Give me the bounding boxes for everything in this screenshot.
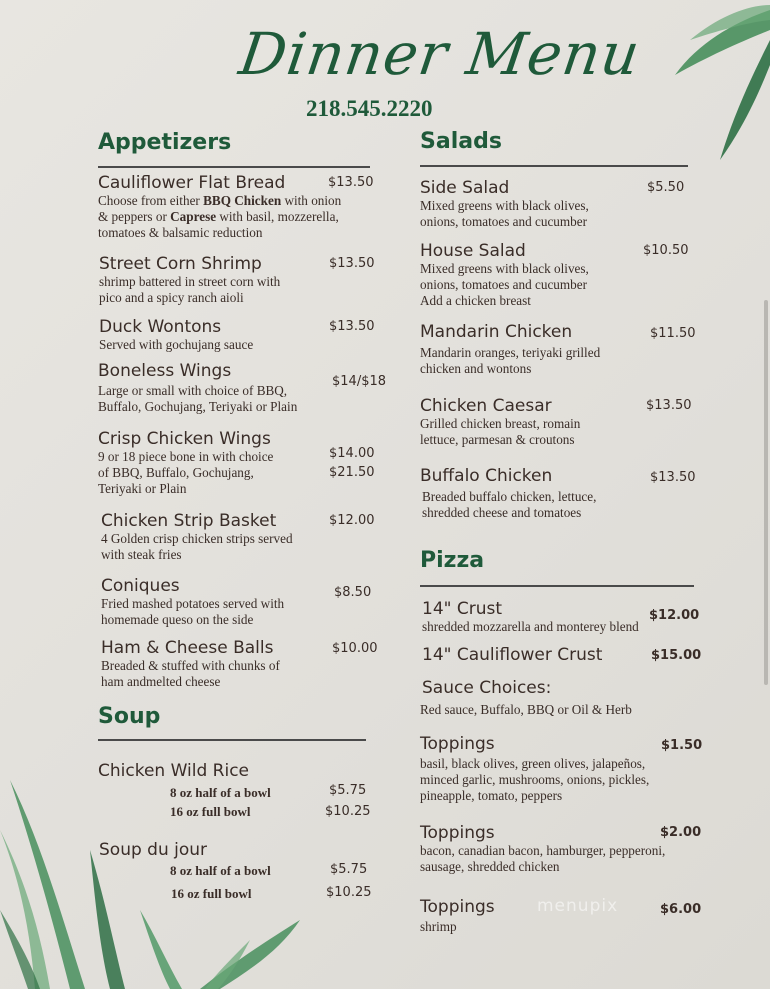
item-price: $13.50 (650, 470, 696, 485)
menu-item (420, 466, 596, 521)
soup-size-full: 16 oz full bowl (170, 804, 251, 819)
scrollbar[interactable] (764, 300, 768, 685)
item-name: Toppings (420, 734, 495, 754)
item-name: 14" Cauliflower Crust (422, 645, 603, 665)
item-name: 14" Crust (422, 599, 503, 619)
leaf-decoration-bottom-left-icon (0, 770, 330, 989)
item-description: shrimp (420, 919, 457, 934)
section-title-pizza: Pizza (420, 548, 485, 573)
soup-price-half: $5.75 (330, 862, 368, 877)
phone-number: 218.545.2220 (306, 96, 433, 121)
item-price: $8.50 (334, 585, 372, 600)
appetizers-divider (98, 166, 370, 168)
item-price: $14/$18 (332, 374, 387, 389)
item-description: 9 or 18 piece bone in with choice of BBQ, Buffalo, Gochujang, Teriyaki or Plain (98, 449, 274, 496)
menu-item (420, 178, 589, 230)
section-title-appetizers: Appetizers (98, 130, 232, 155)
soup-price-full: $10.25 (325, 804, 371, 819)
leaf-decoration-top-right-icon (660, 0, 770, 170)
item-name: Toppings (420, 897, 495, 917)
item-description: Breaded & stuffed with chunks of ham andmelted cheese (101, 658, 280, 689)
soup-size-half: 8 oz half of a bowl (170, 863, 271, 878)
item-name: Boneless Wings (98, 361, 232, 381)
item-price: $13.50 (328, 175, 374, 190)
item-price: $6.00 (660, 902, 702, 917)
menu-item (422, 599, 639, 635)
menu-item (422, 645, 602, 665)
soup-price-full: $10.25 (326, 885, 372, 900)
item-description: 4 Golden crisp chicken strips served with steak fries (101, 531, 293, 562)
soup-size-full: 16 oz full bowl (171, 886, 252, 901)
menu-item (420, 396, 580, 448)
item-description: Fried mashed potatoes served with homemade queso on the side (101, 596, 285, 627)
item-description: Large or small with choice of BBQ, Buffalo, Gochujang, Teriyaki or Plain (98, 383, 298, 414)
item-price: $12.00 (329, 513, 375, 528)
soup-name: Chicken Wild Rice (98, 761, 250, 781)
item-name: Toppings (420, 823, 495, 843)
item-name: Side Salad (420, 178, 510, 198)
item-description: Mandarin oranges, teriyaki grilled chicken and wontons (420, 345, 601, 376)
item-price: $10.00 (332, 641, 378, 656)
item-name: Ham & Cheese Balls (101, 638, 274, 658)
pizza-divider (420, 585, 694, 587)
menu-item (101, 638, 280, 690)
item-price: $13.50 (329, 256, 375, 271)
item-description: Mixed greens with black olives, onions, tomatoes and cucumber Add a chicken breast (420, 261, 589, 308)
item-price: $13.50 (646, 398, 692, 413)
item-description: bacon, canadian bacon, hamburger, pepperoni, sausage, shredded chicken (420, 843, 666, 874)
item-name: Buffalo Chicken (420, 466, 553, 486)
item-description: Choose from either BBQ Chicken with onion & peppers or Caprese with basil, mozzerella, tomatoes & balsamic reduction (98, 193, 342, 240)
item-description: shredded mozzarella and monterey blend (422, 619, 639, 634)
item-price: $10.50 (643, 243, 689, 258)
item-price: $2.00 (660, 825, 702, 840)
menu-item (420, 322, 600, 377)
item-name: Cauliflower Flat Bread (98, 173, 286, 193)
menu-item (99, 254, 280, 306)
item-description: Red sauce, Buffalo, BBQ or Oil & Herb (420, 702, 632, 717)
item-name: Chicken Caesar (420, 396, 552, 416)
item-price-alt: $21.50 (329, 465, 375, 480)
item-name: Crisp Chicken Wings (98, 429, 271, 449)
soup-price-half: $5.75 (329, 783, 367, 798)
section-title-soup: Soup (98, 704, 161, 729)
item-name: House Salad (420, 241, 526, 261)
item-name: Street Corn Shrimp (99, 254, 262, 274)
menu-item (420, 823, 665, 875)
menu-item (420, 734, 649, 804)
item-name: Coniques (101, 576, 180, 596)
menu-item (420, 897, 495, 935)
item-description: basil, black olives, green olives, jalapeños, minced garlic, mushrooms, onions, pickles, pineapple, tomato, peppers (420, 756, 650, 803)
salads-divider (420, 165, 688, 167)
menu-item (98, 429, 273, 497)
menu-title: Dinner Menu (235, 20, 645, 88)
watermark-logo: menupix (537, 896, 619, 916)
item-name: Chicken Strip Basket (101, 511, 277, 531)
item-price: $1.50 (661, 738, 703, 753)
item-price: $12.00 (649, 608, 700, 623)
soup-divider (98, 739, 366, 741)
item-description: shrimp battered in street corn with pico and a spicy ranch aioli (99, 274, 281, 305)
item-name: Duck Wontons (99, 317, 222, 337)
item-description: Mixed greens with black olives, onions, tomatoes and cucumber (420, 198, 589, 229)
soup-name: Soup du jour (99, 840, 208, 860)
item-price: $5.50 (647, 180, 685, 195)
item-description: Grilled chicken breast, romain lettuce, parmesan & croutons (420, 416, 581, 447)
item-description: Served with gochujang sauce (99, 337, 254, 352)
item-description: Breaded buffalo chicken, lettuce, shredded cheese and tomatoes (422, 489, 597, 520)
item-name: Sauce Choices: (422, 678, 552, 698)
item-price: $14.00 (329, 446, 375, 461)
menu-item (98, 361, 297, 415)
menu-item (99, 317, 253, 353)
item-price: $11.50 (650, 326, 696, 341)
item-name: Mandarin Chicken (420, 322, 573, 342)
soup-size-half: 8 oz half of a bowl (170, 785, 271, 800)
item-price: $13.50 (329, 319, 375, 334)
menu-item (422, 678, 632, 718)
item-price: $15.00 (651, 648, 702, 663)
section-title-salads: Salads (420, 129, 502, 154)
menu-item (98, 173, 341, 241)
menu-item (101, 576, 284, 628)
menu-item (420, 241, 589, 309)
menu-item (101, 511, 293, 563)
